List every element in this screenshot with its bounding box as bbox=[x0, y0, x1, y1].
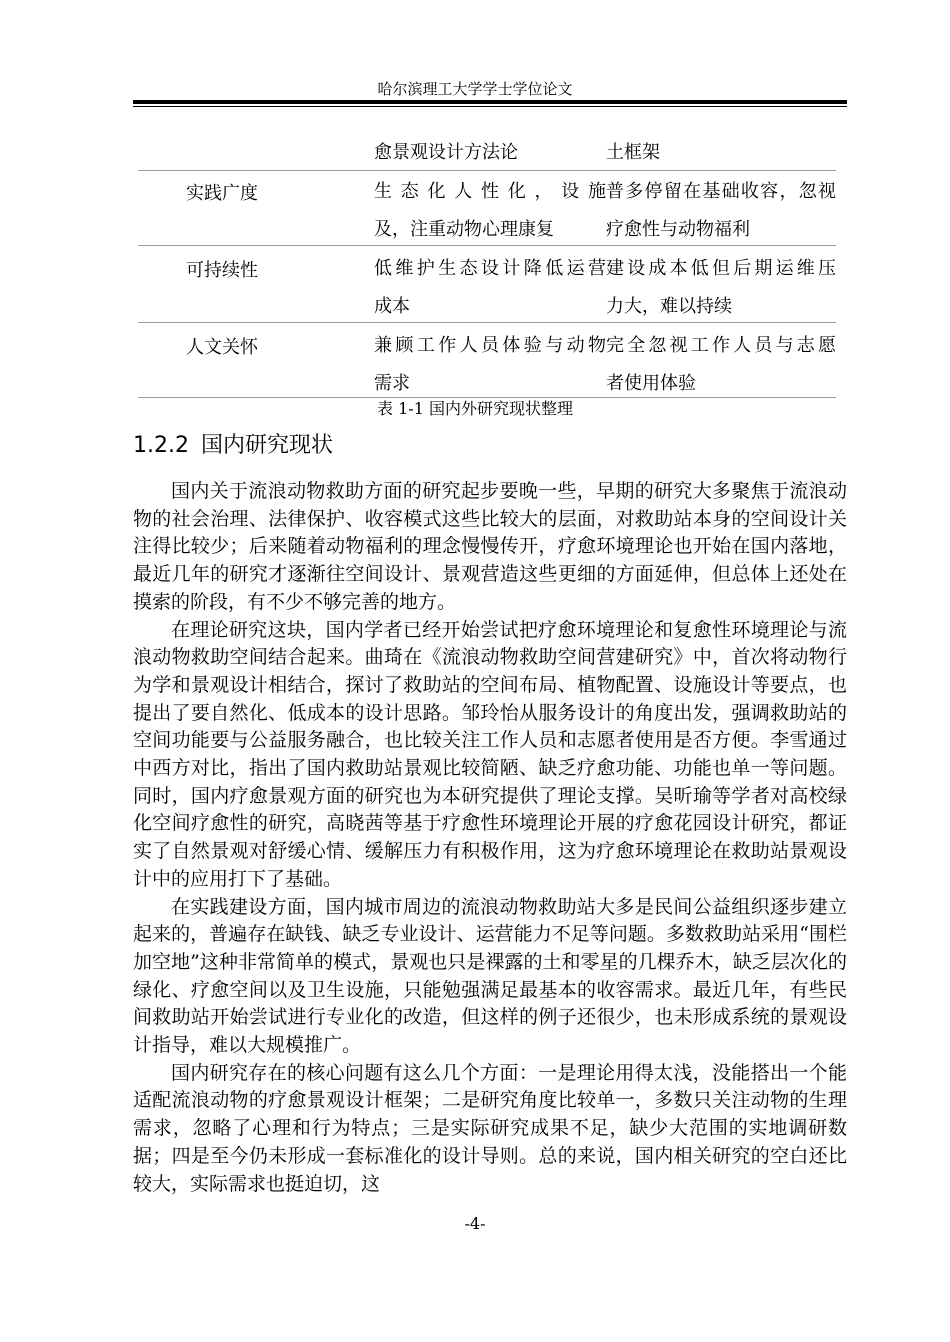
table-cell bbox=[374, 173, 606, 249]
page-number: -4- bbox=[464, 1214, 486, 1233]
table-row bbox=[138, 130, 836, 171]
section-heading bbox=[133, 428, 333, 459]
table-cell: 实践广度 bbox=[186, 183, 258, 204]
cell-line: 愈景观设计方法论 bbox=[374, 142, 518, 163]
table-caption: 表 1-1 国内外研究现状整理 bbox=[377, 399, 573, 418]
page-header: 哈尔滨理工大学学士学位论文 bbox=[377, 80, 573, 98]
cell-line: 及，注重动物心理康复 bbox=[374, 219, 554, 240]
table-cell bbox=[606, 173, 836, 249]
table-cell bbox=[606, 250, 836, 326]
table-row bbox=[138, 323, 836, 398]
table-cell bbox=[374, 134, 606, 172]
section-title: 国内研究现状 bbox=[200, 433, 333, 458]
cell-line: 生态化人性化，设施 bbox=[374, 181, 606, 202]
header-rule-thin bbox=[133, 106, 847, 107]
paragraph: 在实践建设方面，国内城市周边的流浪动物救助站大多是民间公益组织逐步建立起来的，普遍存在缺钱、缺乏专业设计、运营能力不足等问题。多数救助站采用“围栏加空地”这种非常简单的模式，景观也只是裸露的土和零星的几棵乔木，缺乏层次化的绿化、疗愈空间以及卫生设施，只能勉强满足最基本的收容需求。最近几年，有些民间救助站开始尝试进行专业化的改造，但这样的例子还很少，也未形成系统的景观设计指导，难以大规模推广。 bbox=[133, 895, 847, 1057]
cell-line: 力大，难以持续 bbox=[606, 296, 732, 317]
cell-line: 者使用体验 bbox=[606, 373, 696, 394]
table-cell bbox=[374, 327, 606, 403]
table-cell bbox=[374, 250, 606, 326]
body-text bbox=[133, 478, 847, 1198]
cell-line: 疗愈性与动物福利 bbox=[606, 219, 750, 240]
cell-line: 兼顾工作人员体验与动物 bbox=[374, 335, 606, 356]
table-cell: 可持续性 bbox=[186, 260, 258, 281]
table-row bbox=[138, 171, 836, 246]
comparison-table bbox=[138, 130, 836, 398]
paragraph: 在理论研究这块，国内学者已经开始尝试把疗愈环境理论和复愈性环境理论与流浪动物救助空间结合起来。曲琦在《流浪动物救助空间营建研究》中，首次将动物行为学和景观设计相结合，探讨了救助站的空间布局、植物配置、设施设计等要点，也提出了要自然化、低成本的设计思路。邹玲怡从服务设计的角度出发，强调救助站的空间功能要与公益服务融合，也比较关注工作人员和志愿者使用是否方便。李雪通过中西方对比，指出了国内救助站景观比较简陋、缺乏疗愈功能、功能也单一等问题。同时，国内疗愈景观方面的研究也为本研究提供了理论支撑。吴昕瑜等学者对高校绿化空间疗愈性的研究，高晓茜等基于疗愈性环境理论开展的疗愈花园设计研究，都证实了自然景观对舒缓心情、缓解压力有积极作用，这为疗愈环境理论在救助站景观设计中的应用打下了基础。 bbox=[133, 618, 847, 890]
cell-line: 成本 bbox=[374, 296, 410, 317]
table-cell bbox=[606, 327, 836, 403]
cell-line: 建设成本低但后期运维压 bbox=[606, 258, 836, 279]
paragraph: 国内关于流浪动物救助方面的研究起步要晚一些，早期的研究大多聚焦于流浪动物的社会治理、法律保护、收容模式这些比较大的层面，对救助站本身的空间设计关注得比较少；后来随着动物福利的理念慢慢传开，疗愈环境理论也开始在国内落地，最近几年的研究才逐渐往空间设计、景观营造这些更细的方面延伸，但总体上还处在摸索的阶段，有不少不够完善的地方。 bbox=[133, 480, 847, 613]
header-rule-thick bbox=[133, 100, 847, 104]
section-number: 1.2.2 bbox=[133, 433, 189, 458]
paragraph: 国内研究存在的核心问题有这么几个方面：一是理论用得太浅，没能搭出一个能适配流浪动物的疗愈景观设计框架；二是研究角度比较单一，多数只关注动物的生理需求，忽略了心理和行为特点；三是实际研究成果不足，缺少大范围的实地调研数据；四是至今仍未形成一套标准化的设计导则。总的来说，国内相关研究的空白还比较大，实际需求也挺迫切，这 bbox=[133, 1061, 847, 1195]
cell-line: 普多停留在基础收容，忽视 bbox=[606, 181, 836, 202]
table-cell: 人文关怀 bbox=[186, 337, 258, 358]
cell-line: 土框架 bbox=[606, 142, 660, 163]
cell-line: 完全忽视工作人员与志愿 bbox=[606, 335, 836, 356]
cell-line: 低维护生态设计降低运营 bbox=[374, 258, 606, 279]
cell-line: 需求 bbox=[374, 373, 410, 394]
table-cell bbox=[606, 134, 836, 172]
table-row bbox=[138, 246, 836, 323]
